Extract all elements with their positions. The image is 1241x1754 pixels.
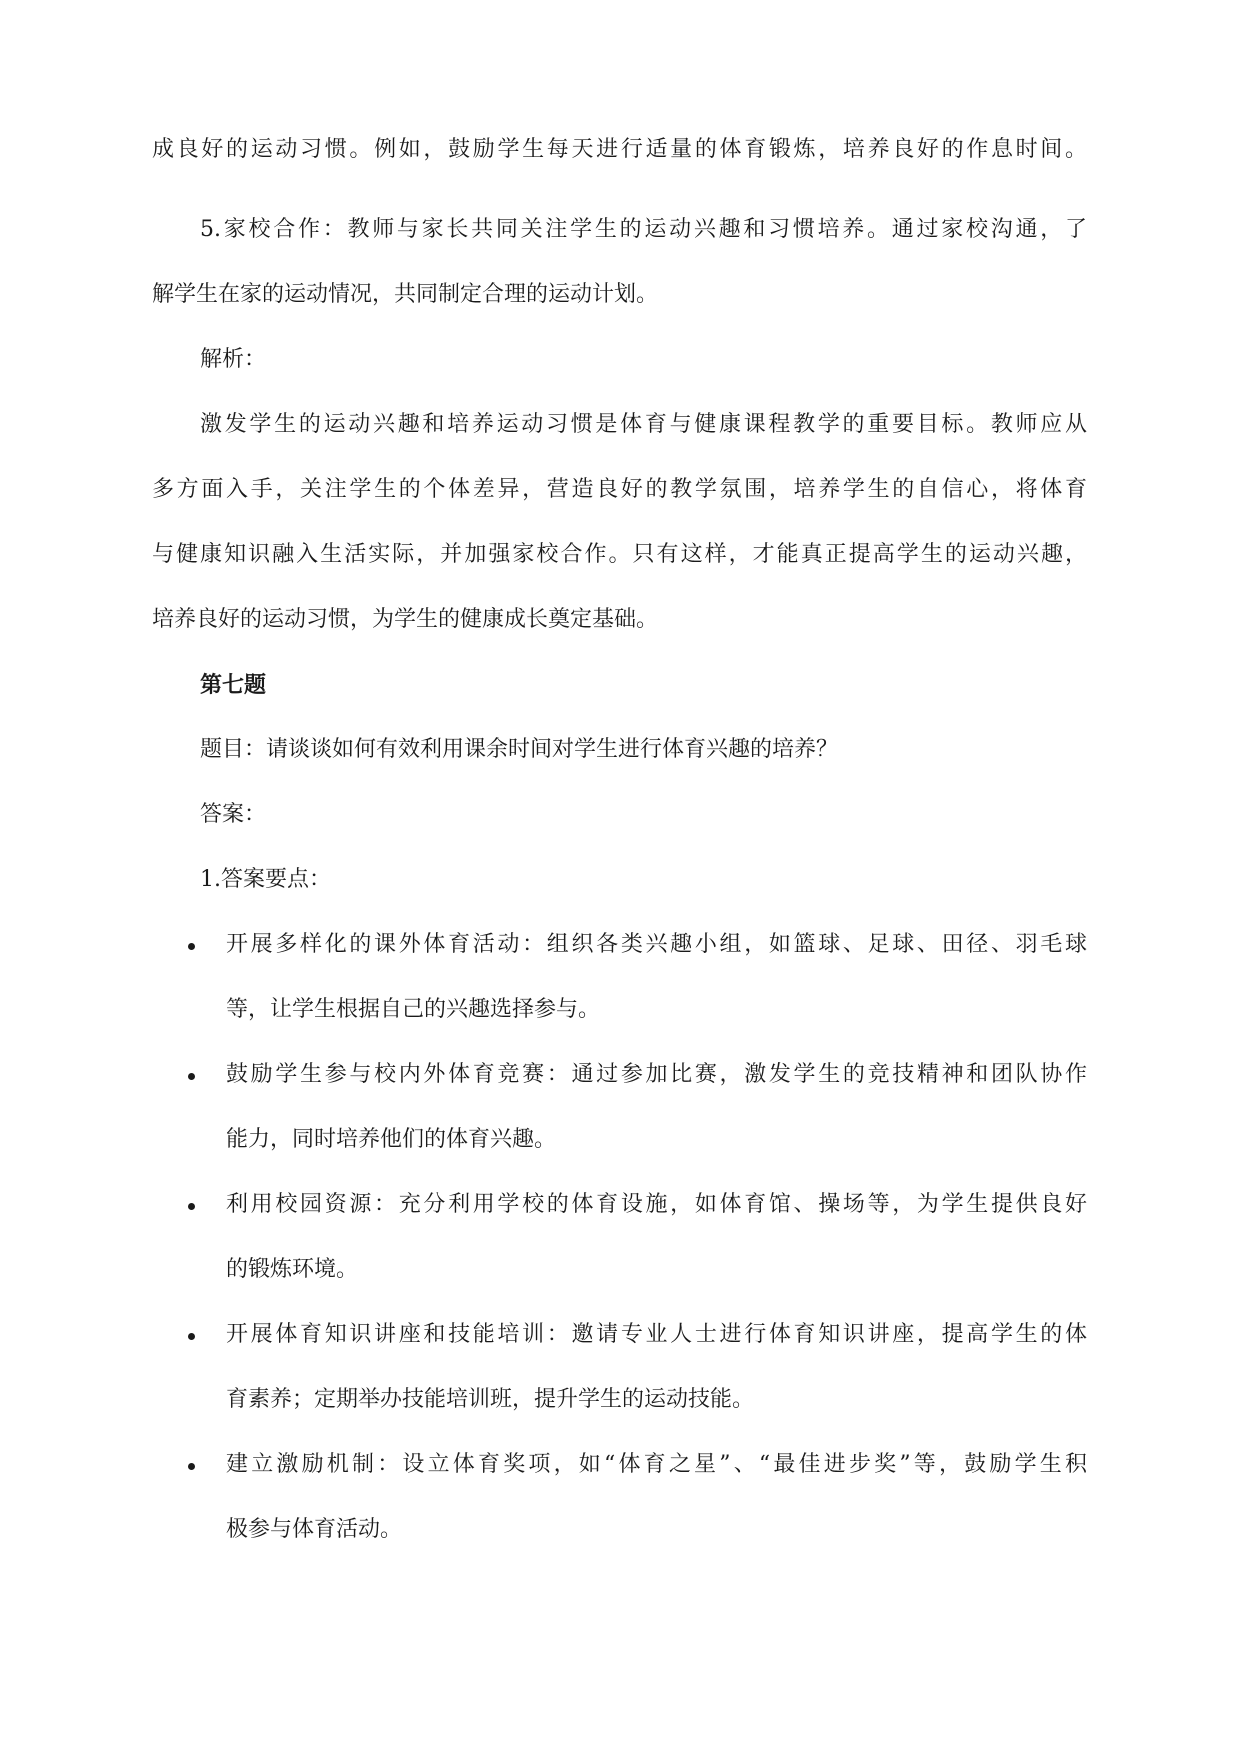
bullet-line: 的锻炼环境。 xyxy=(226,1257,359,1282)
bullet-line: 等，让学生根据自己的兴趣选择参与。 xyxy=(226,997,601,1022)
bullet-line: 建立激励机制：设立体育奖项，如“体育之星”、“最佳进步奖”等，鼓励学生积 xyxy=(226,1452,1087,1477)
answer-points-label: 1.答案要点： xyxy=(200,867,331,892)
bullet-line: 能力，同时培养他们的体育兴趣。 xyxy=(226,1127,557,1152)
bullet-marker xyxy=(188,1060,195,1090)
bullet-line: 利用校园资源：充分利用学校的体育设施，如体育馆、操场等，为学生提供良好 xyxy=(226,1192,1087,1217)
bullet-marker xyxy=(188,1450,195,1480)
section-heading: 第七题 xyxy=(200,672,267,698)
bullet-line: 开展多样化的课外体育活动：组织各类兴趣小组，如篮球、足球、田径、羽毛球 xyxy=(226,932,1087,957)
paragraph-line: 解学生在家的运动情况，共同制定合理的运动计划。 xyxy=(152,282,659,307)
bullet-dot-icon xyxy=(188,1463,195,1470)
bullet-marker xyxy=(188,1190,195,1220)
bullet-marker xyxy=(188,930,195,960)
analysis-line: 激发学生的运动兴趣和培养运动习惯是体育与健康课程教学的重要目标。教师应从 xyxy=(200,412,1087,437)
bullet-line: 开展体育知识讲座和技能培训：邀请专业人士进行体育知识讲座，提高学生的体 xyxy=(226,1322,1087,1347)
bullet-dot-icon xyxy=(188,1073,195,1080)
bullet-dot-icon xyxy=(188,943,195,950)
bullet-dot-icon xyxy=(188,1203,195,1210)
analysis-line: 与健康知识融入生活实际，并加强家校合作。只有这样，才能真正提高学生的运动兴趣， xyxy=(152,542,1087,567)
analysis-label: 解析： xyxy=(200,347,267,372)
paragraph-line: 5.家校合作：教师与家长共同关注学生的运动兴趣和习惯培养。通过家校沟通，了 xyxy=(200,217,1087,242)
bullet-line: 育素养；定期举办技能培训班，提升学生的运动技能。 xyxy=(226,1387,755,1412)
bullet-dot-icon xyxy=(188,1333,195,1340)
question-text: 题目：请谈谈如何有效利用课余时间对学生进行体育兴趣的培养？ xyxy=(200,737,839,762)
bullet-line: 鼓励学生参与校内外体育竞赛：通过参加比赛，激发学生的竞技精神和团队协作 xyxy=(226,1062,1087,1087)
analysis-line: 培养良好的运动习惯，为学生的健康成长奠定基础。 xyxy=(152,607,659,632)
answer-label: 答案： xyxy=(200,802,267,827)
analysis-line: 多方面入手，关注学生的个体差异，营造良好的教学氛围，培养学生的自信心，将体育 xyxy=(152,477,1087,502)
bullet-line: 极参与体育活动。 xyxy=(226,1517,403,1542)
paragraph-line: 成良好的运动习惯。例如，鼓励学生每天进行适量的体育锻炼，培养良好的作息时间。 xyxy=(152,137,1087,162)
bullet-marker xyxy=(188,1320,195,1350)
